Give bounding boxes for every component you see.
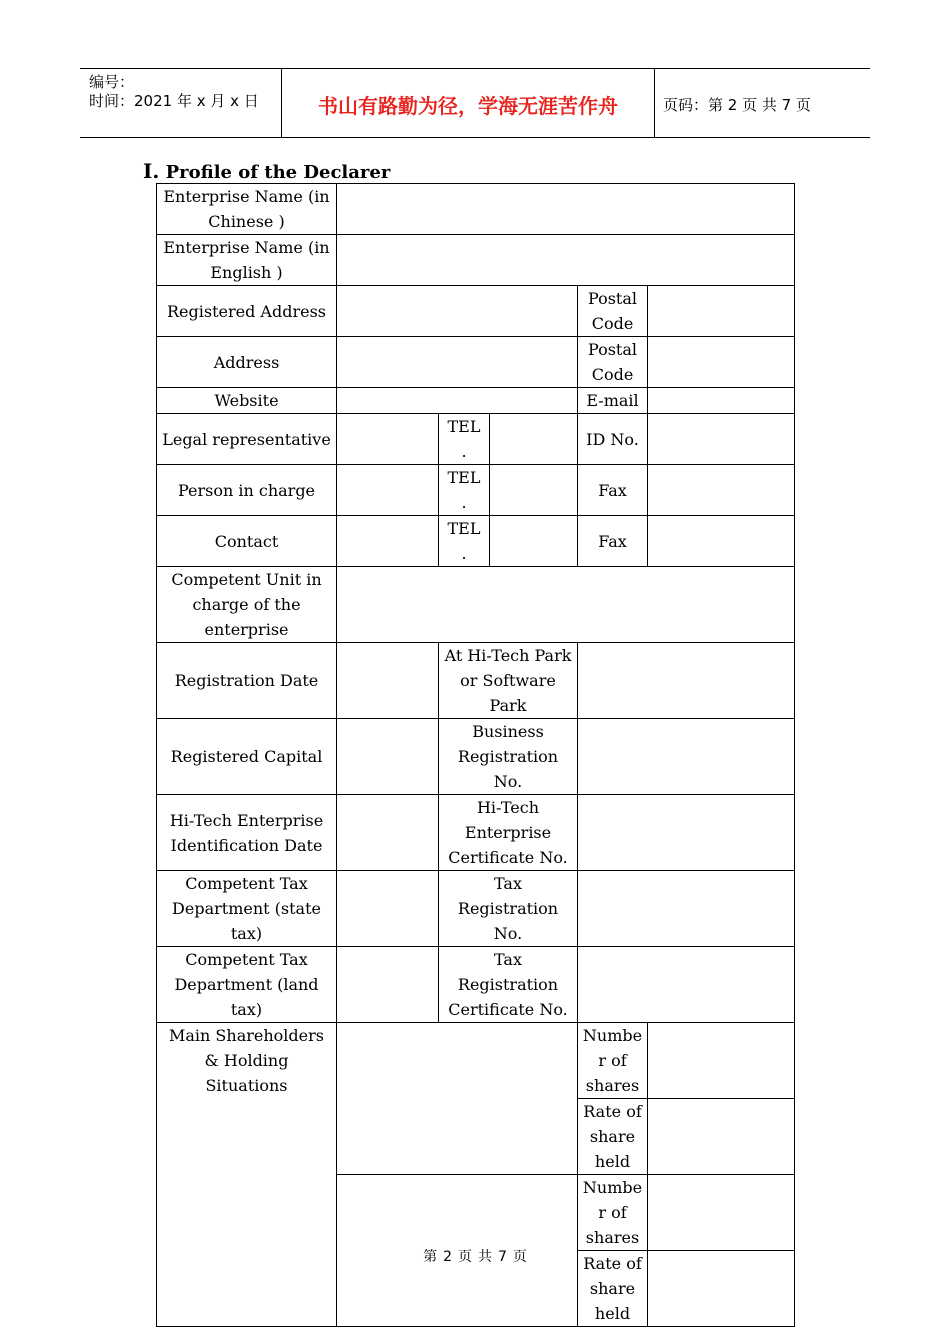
table-row: [157, 184, 795, 235]
legal-representative-field[interactable]: [337, 414, 439, 465]
address-field[interactable]: [337, 337, 578, 388]
header-slogan: 书山有路勤为径，学海无涯苦作舟: [318, 94, 618, 118]
tel-label: TEL .: [439, 465, 490, 516]
address-label: Address: [157, 337, 337, 388]
shareholder-1-rate-field[interactable]: [648, 1099, 795, 1175]
header-meta-cell: [80, 69, 280, 137]
table-row: [157, 337, 795, 388]
enterprise-name-cn-label: Enterprise Name (in Chinese ): [157, 184, 337, 235]
contact-field[interactable]: [337, 516, 439, 567]
hitech-certificate-no-label: Hi-Tech Enterprise Certificate No.: [439, 795, 578, 871]
fax-label: Fax: [578, 465, 648, 516]
header-page-label: 页码：第 2 页 共 7 页: [663, 96, 811, 114]
tax-department-land-field[interactable]: [337, 947, 439, 1023]
person-in-charge-tel-field[interactable]: [490, 465, 578, 516]
registered-capital-label: Registered Capital: [157, 719, 337, 795]
registered-address-label: Registered Address: [157, 286, 337, 337]
tax-registration-certificate-no-label: Tax Registration Certificate No.: [439, 947, 578, 1023]
hitech-certificate-no-field[interactable]: [578, 795, 795, 871]
footer-page-current: 2: [443, 1249, 452, 1265]
tax-registration-certificate-no-field[interactable]: [578, 947, 795, 1023]
email-field[interactable]: [648, 388, 795, 414]
person-in-charge-label: Person in charge: [157, 465, 337, 516]
registered-postal-code-field[interactable]: [648, 286, 795, 337]
document-time-label: 时间：2021 年 x 月 x 日: [89, 92, 259, 110]
shareholders-label: Main Shareholders & Holding Situations: [157, 1023, 337, 1327]
enterprise-name-en-field[interactable]: [337, 235, 795, 286]
business-registration-no-field[interactable]: [578, 719, 795, 795]
table-row: [157, 388, 795, 414]
table-row: [157, 1023, 795, 1099]
email-label: E-mail: [578, 388, 648, 414]
document-header: [80, 68, 870, 138]
table-row: [157, 947, 795, 1023]
hitech-park-field[interactable]: [578, 643, 795, 719]
contact-fax-field[interactable]: [648, 516, 795, 567]
tax-department-land-label: Competent Tax Department (land tax): [157, 947, 337, 1023]
contact-tel-field[interactable]: [490, 516, 578, 567]
tax-department-state-label: Competent Tax Department (state tax): [157, 871, 337, 947]
header-slogan-cell: [281, 69, 655, 137]
website-field[interactable]: [337, 388, 578, 414]
table-row: [157, 286, 795, 337]
tel-label: TEL .: [439, 516, 490, 567]
page-footer: [0, 1246, 950, 1266]
shareholder-2-shares-field[interactable]: [648, 1175, 795, 1251]
shareholder-1-field[interactable]: [337, 1023, 578, 1175]
shareholder-1-shares-field[interactable]: [648, 1023, 795, 1099]
table-row: [157, 795, 795, 871]
section-title: [143, 159, 390, 183]
table-row: [157, 235, 795, 286]
postal-code-label: Postal Code: [578, 337, 648, 388]
legal-representative-label: Legal representative: [157, 414, 337, 465]
footer-total-prefix: 共: [478, 1249, 492, 1265]
person-in-charge-fax-field[interactable]: [648, 465, 795, 516]
number-of-shares-label: Numbe r of shares: [578, 1023, 648, 1099]
table-row: [157, 871, 795, 947]
table-row: [157, 643, 795, 719]
declarer-profile-table: [156, 183, 795, 1327]
table-row: [157, 719, 795, 795]
enterprise-name-cn-field[interactable]: [337, 184, 795, 235]
section-title-text: Profile of the Declarer: [159, 162, 391, 183]
footer-page-total: 7: [498, 1249, 507, 1265]
tel-label: TEL .: [439, 414, 490, 465]
header-page-cell: [654, 69, 870, 137]
tax-registration-no-label: Tax Registration No.: [439, 871, 578, 947]
id-no-label: ID No.: [578, 414, 648, 465]
hitech-identification-date-label: Hi-Tech Enterprise Identification Date: [157, 795, 337, 871]
tax-department-state-field[interactable]: [337, 871, 439, 947]
footer-page-unit: 页: [458, 1249, 472, 1265]
rate-of-share-label: Rate of share held: [578, 1099, 648, 1175]
table-row: [157, 567, 795, 643]
address-postal-code-field[interactable]: [648, 337, 795, 388]
registered-capital-field[interactable]: [337, 719, 439, 795]
registration-date-field[interactable]: [337, 643, 439, 719]
person-in-charge-field[interactable]: [337, 465, 439, 516]
section-roman-numeral: I.: [143, 159, 160, 183]
postal-code-label: Postal Code: [578, 286, 648, 337]
business-registration-no-label: Business Registration No.: [439, 719, 578, 795]
hitech-identification-date-field[interactable]: [337, 795, 439, 871]
document-number-label: 编号：: [89, 73, 135, 91]
contact-label: Contact: [157, 516, 337, 567]
website-label: Website: [157, 388, 337, 414]
footer-page-prefix: 第: [423, 1249, 438, 1265]
number-of-shares-label: Numbe r of shares: [578, 1175, 648, 1251]
legal-representative-tel-field[interactable]: [490, 414, 578, 465]
competent-unit-label: Competent Unit in charge of the enterprise: [157, 567, 337, 643]
enterprise-name-en-label: Enterprise Name (in English ): [157, 235, 337, 286]
fax-label: Fax: [578, 516, 648, 567]
footer-total-unit: 页: [512, 1249, 527, 1265]
registered-address-field[interactable]: [337, 286, 578, 337]
registration-date-label: Registration Date: [157, 643, 337, 719]
hitech-park-label: At Hi-Tech Park or Software Park: [439, 643, 578, 719]
table-row: [157, 465, 795, 516]
tax-registration-no-field[interactable]: [578, 871, 795, 947]
competent-unit-field[interactable]: [337, 567, 795, 643]
id-no-field[interactable]: [648, 414, 795, 465]
rate-of-share-label: Rate of share held: [578, 1251, 648, 1327]
table-row: [157, 414, 795, 465]
table-row: [157, 516, 795, 567]
